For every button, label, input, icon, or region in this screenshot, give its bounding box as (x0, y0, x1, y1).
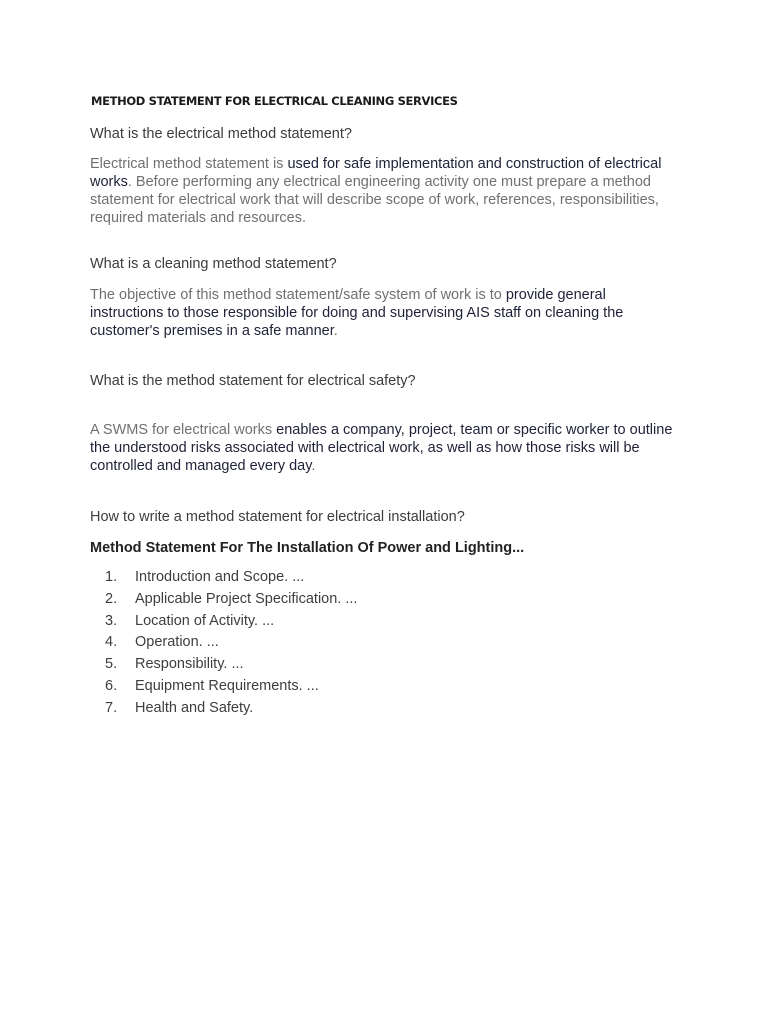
list-item (105, 676, 357, 698)
answer-text: Electrical method statement is (90, 156, 288, 172)
question-electrical-safety: What is the method statement for electrical safety? (90, 373, 416, 389)
answer-cleaning-method (90, 286, 680, 340)
list-number: 7. (105, 699, 118, 716)
question-electrical-method: What is the electrical method statement? (90, 126, 352, 142)
answer-text: . (333, 323, 338, 339)
answer-text: The objective of this method statement/safe system of work is to (90, 287, 506, 303)
list-number: 3. (105, 612, 118, 629)
list-text: Applicable Project Specification. ... (135, 590, 358, 607)
list-number: 5. (105, 656, 118, 673)
list-item (105, 698, 357, 720)
question-cleaning-method: What is a cleaning method statement? (90, 256, 337, 272)
document-title: METHOD STATEMENT FOR ELECTRICAL CLEANING SERVICES (91, 94, 458, 108)
list-number: 1. (105, 569, 118, 585)
list-item (105, 632, 357, 654)
question-electrical-installation: How to write a method statement for electrical installation? (90, 509, 465, 525)
answer-highlight: enables a company, project, team or specific worker to outline the understood risks associated with electrical work, as well as how those risks will be controlled and managed every day (90, 422, 673, 474)
answer-highlight: used for safe implementation and construction of electrical works (90, 156, 662, 190)
answer-electrical-safety (90, 421, 680, 475)
answer-electrical-method (90, 155, 680, 227)
list-number: 2. (105, 590, 118, 607)
answer-highlight: provide general instructions to those responsible for doing and supervising AIS staff on cleaning the customer's premises in a safe manner (90, 287, 624, 339)
answer-text: A SWMS for electrical works (90, 422, 277, 438)
list-text: Introduction and Scope. ... (135, 569, 305, 585)
list-text: Location of Activity. ... (135, 612, 275, 629)
answer-text: . (311, 458, 316, 474)
list-text: Equipment Requirements. ... (135, 677, 319, 694)
list-number: 4. (105, 634, 118, 651)
list-item (105, 589, 357, 611)
answer-text: . Before performing any electrical engineering activity one must prepare a method statement for electrical work that will describe scope of work, references, responsibilities, required materials and resources. (90, 174, 659, 226)
list-number: 6. (105, 677, 118, 694)
list-item (105, 567, 357, 589)
steps-list (105, 567, 357, 720)
installation-subheading: Method Statement For The Installation Of Power and Lighting... (90, 540, 525, 556)
list-text: Health and Safety. (135, 699, 254, 716)
list-text: Operation. ... (135, 634, 219, 651)
list-item (105, 611, 357, 633)
list-item (105, 654, 357, 676)
list-text: Responsibility. ... (135, 656, 244, 673)
